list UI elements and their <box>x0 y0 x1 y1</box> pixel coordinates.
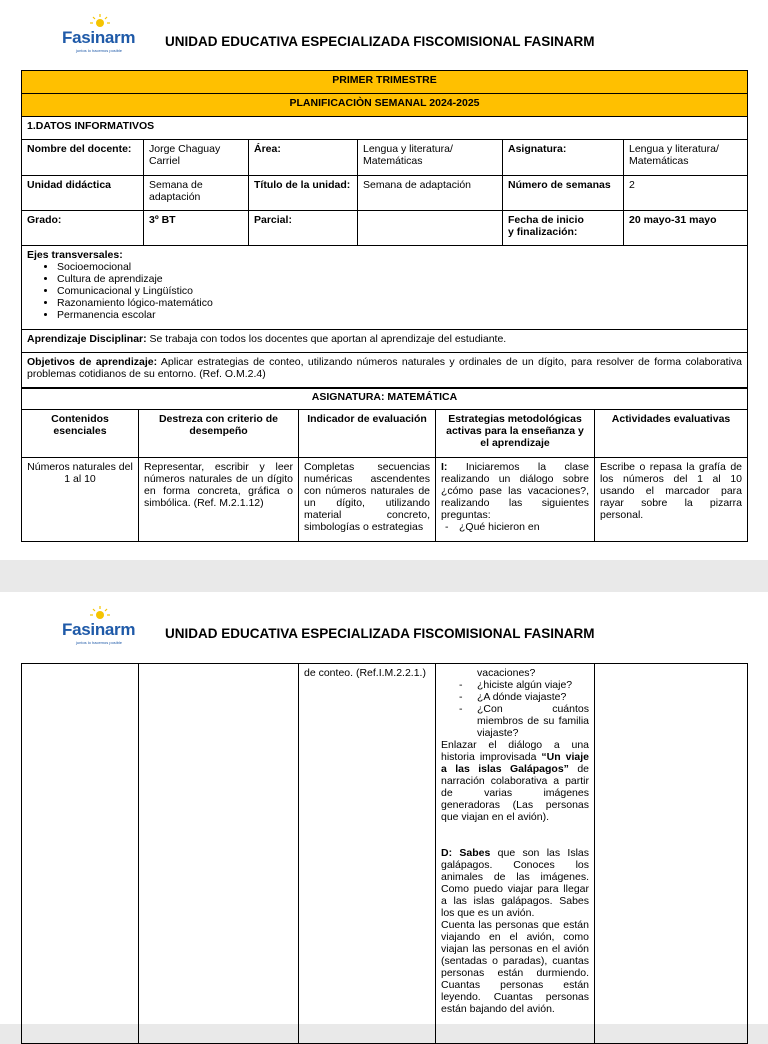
page-header <box>0 0 768 60</box>
strategy-question-cont: vacaciones? <box>477 667 536 679</box>
planning-table <box>21 70 748 389</box>
strategy-development <box>441 847 589 919</box>
contents-cell <box>22 664 139 1044</box>
learning-objectives <box>22 353 748 389</box>
axes-label: Ejes transversales: <box>27 249 123 261</box>
col-strategies-header: Estrategias metodológicas activas para la enseñanza y el aprendizaje <box>436 410 595 458</box>
fasinarm-logo <box>62 14 150 54</box>
weekly-plan-heading: PLANIFICACIÒN SEMANAL 2024-2025 <box>22 94 748 117</box>
axes-list <box>27 261 742 321</box>
strategy-link-post: de narración colaborativa a partir de varias imágenes generadoras (Las personas que viajan en el avión). <box>441 763 589 823</box>
strategy-link <box>441 739 589 823</box>
activities-cell <box>595 664 748 1044</box>
strategy-intro-label: I: <box>441 461 448 473</box>
teacher-label: Nombre del docente: <box>22 140 144 176</box>
col-contents-header: Contenidos esenciales <box>22 410 139 458</box>
subject-value: Lengua y literatura/ Matemáticas <box>624 140 748 176</box>
weeks-value: 2 <box>624 176 748 211</box>
col-indicator-header: Indicador de evaluación <box>299 410 436 458</box>
axis-item: • Cultura de aprendizaje <box>57 273 742 285</box>
objectives-label: Objetivos de aprendizaje: <box>27 356 158 368</box>
contents-cell: Números naturales del 1 al 10 <box>22 458 139 542</box>
logo-tagline: juntos lo hacemos posible <box>76 48 123 53</box>
sun-icon <box>90 606 110 620</box>
axis-item: • Comunicacional y Lingüístico <box>57 285 742 297</box>
skill-cell: Representar, escribir y leer números naturales de un dígito en forma concreta, gráfica o simbólica. (Ref. M.2.1.12) <box>139 458 299 542</box>
subject-table-continued <box>21 663 748 1044</box>
page-header <box>0 592 768 652</box>
dates-label-line2: y finalización: <box>508 226 578 238</box>
dates-label <box>503 211 624 246</box>
area-value: Lengua y literatura/ Matemáticas <box>358 140 503 176</box>
subject-table <box>21 387 748 542</box>
strategies-cell <box>436 458 595 542</box>
strategies-cell <box>436 664 595 1044</box>
unit-label: Unidad didáctica <box>22 176 144 211</box>
unit-title-value: Semana de adaptación <box>358 176 503 211</box>
strategy-question: - ¿A dónde viajaste? <box>441 691 589 703</box>
strategy-intro: Iniciaremos la clase realizando un diálogo sobre ¿cómo pase las vacaciones?, realizando las siguientes preguntas: <box>441 461 589 521</box>
strategy-d-text: que son las Islas galápagos. Conoces los animales de las imágenes. Como puedo viajar para llegar a las islas galápagos. Sabes los que es un avión. <box>441 847 590 919</box>
sun-icon <box>90 14 110 28</box>
logo-wordmark: Fasinarm <box>62 28 136 47</box>
objectives-text: Aplicar estrategias de conteo, utilizando números naturales y ordinales de un dígito, para resolver de forma colaborativa problemas cotidianos de su entorno. (Ref. O.M.2.4) <box>27 356 743 380</box>
strategy-link-story: “Un viaje a las islas Galápagos” <box>441 751 589 775</box>
school-name: UNIDAD EDUCATIVA ESPECIALIZADA FISCOMISIONAL FASINARM <box>165 626 595 641</box>
info-section-heading: 1.DATOS INFORMATIVOS <box>22 117 748 140</box>
skill-cell <box>139 664 299 1044</box>
trimester-heading: PRIMER TRIMESTRE <box>22 71 748 94</box>
disciplinary-text: Se trabaja con todos los docentes que aportan al aprendizaje del estudiante. <box>149 333 507 345</box>
strategy-d-label: D: Sabes <box>441 847 491 859</box>
weeks-label: Número de semanas <box>503 176 624 211</box>
document-page-2 <box>0 592 768 1024</box>
strategy-count: Cuenta las personas que están viajando en el avión, como viajan las personas en el avión (sentadas o paradas), cuantas personas están durmiendo. Cuantas personas están leyendo. Cuantas personas están bajando del avión. <box>441 919 589 1015</box>
col-activities-header: Actividades evaluativas <box>595 410 748 458</box>
logo-wordmark: Fasinarm <box>62 620 136 639</box>
strategy-question: - ¿Qué hicieron en <box>441 521 589 533</box>
fasinarm-logo <box>62 606 150 646</box>
school-name: UNIDAD EDUCATIVA ESPECIALIZADA FISCOMISIONAL FASINARM <box>165 34 595 49</box>
indicator-cell: Completas secuencias numéricas ascendentes con números naturales de un dígito, utilizando material concreto, simbologías o estrategias <box>299 458 436 542</box>
strategy-question: - ¿Con cuántos miembros de su familia viajaste? <box>441 703 589 739</box>
dates-value: 20 mayo-31 mayo <box>624 211 748 246</box>
logo-tagline: juntos lo hacemos posible <box>76 640 123 645</box>
dates-label-line1: Fecha de inicio <box>508 214 584 226</box>
teacher-value: Jorge Chaguay Carriel <box>144 140 249 176</box>
axis-item: • Permanencia escolar <box>57 309 742 321</box>
subject-label: Asignatura: <box>503 140 624 176</box>
disciplinary-learning <box>22 330 748 353</box>
grade-label: Grado: <box>22 211 144 246</box>
axis-item: • Razonamiento lógico-matemático <box>57 297 742 309</box>
partial-value <box>358 211 503 246</box>
transversal-axes <box>22 246 748 330</box>
unit-title-label: Título de la unidad: <box>249 176 358 211</box>
area-label: Área: <box>249 140 358 176</box>
grade-value: 3º BT <box>144 211 249 246</box>
activities-cell: Escribe o repasa la grafía de los números del 1 al 10 usando el marcador para rayar sobre la pizarra personal. <box>595 458 748 542</box>
strategy-question: - ¿hiciste algún viaje? <box>441 679 589 691</box>
partial-label: Parcial: <box>249 211 358 246</box>
disciplinary-label: Aprendizaje Disciplinar: <box>27 333 147 345</box>
unit-value: Semana de adaptación <box>144 176 249 211</box>
indicator-cell: de conteo. (Ref.I.M.2.2.1.) <box>299 664 436 1044</box>
subject-heading: ASIGNATURA: MATEMÁTICA <box>22 388 748 410</box>
col-skill-header: Destreza con criterio de desempeño <box>139 410 299 458</box>
axis-item: • Socioemocional <box>57 261 742 273</box>
strategy-link-pre: Enlazar el diálogo a una historia improvisada <box>441 739 589 763</box>
